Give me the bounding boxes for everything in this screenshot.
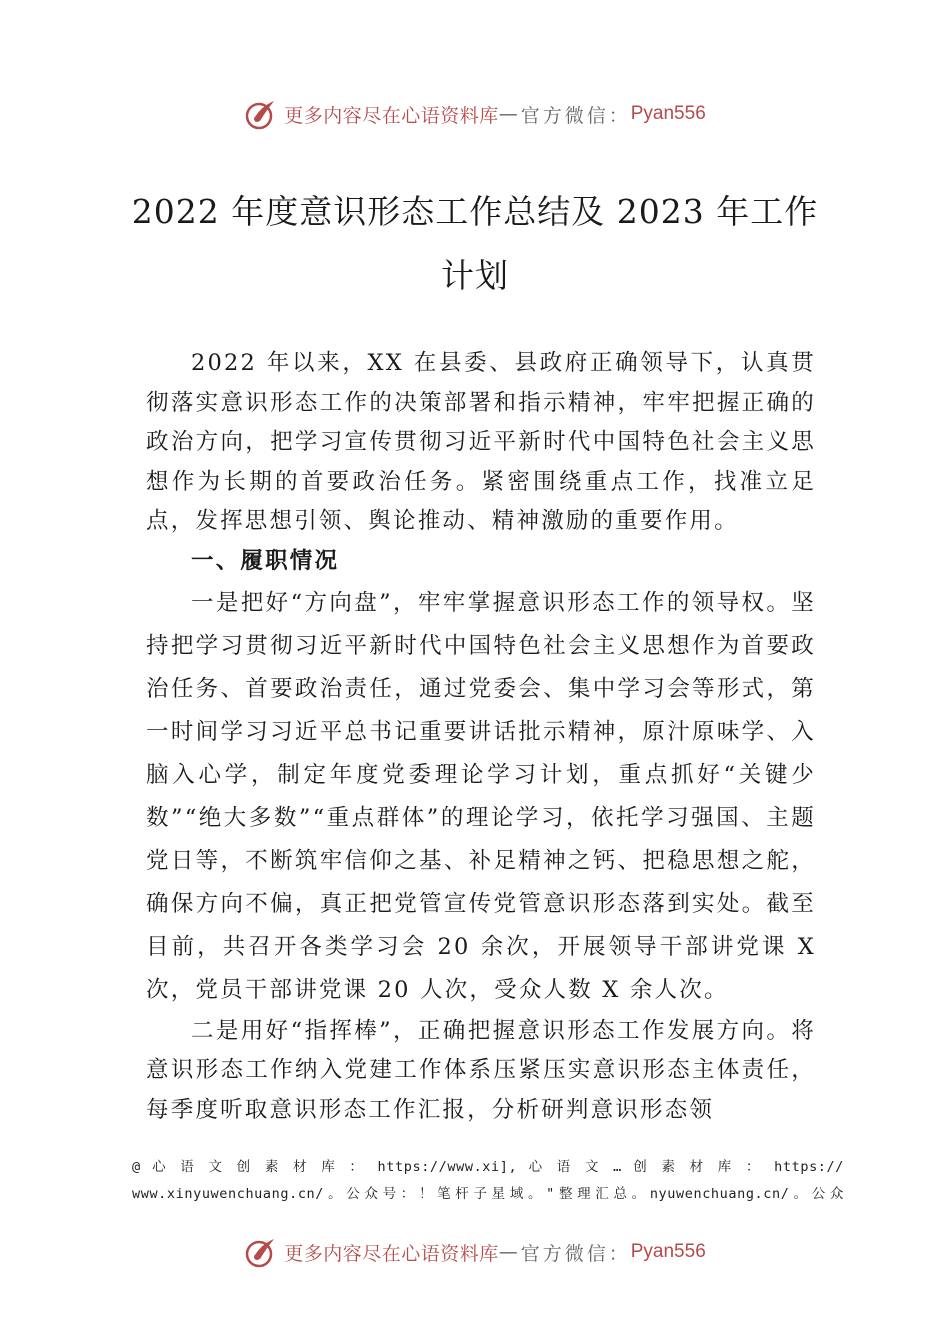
- header-banner: [0, 94, 950, 134]
- paragraph-baton: 二是用好“指挥棒”，正确把握意识形态工作发展方向。将意识形态工作纳入党建工作体系压紧压实意识形态主体责任，每季度听取意识形态工作汇报，分析研判意识形态领: [146, 1017, 816, 1123]
- banner-wechat-label: 官方微信：: [520, 1242, 631, 1265]
- banner-dash: —: [498, 1241, 521, 1263]
- banner-wechat-handle: Pyan556: [630, 1241, 706, 1262]
- banner-wechat-handle: Pyan556: [630, 103, 706, 124]
- title-line-1: 2022 年度意识形态工作总结及 2023 年工作: [131, 192, 819, 231]
- quill-seal-icon: [244, 97, 278, 131]
- footer-banner: [0, 1232, 950, 1272]
- banner-wechat-label: 官方微信：: [520, 104, 631, 127]
- document-body: [146, 344, 816, 1130]
- document-title: [110, 180, 840, 308]
- footer-line-2: www.xinyuwenchuang.cn/。公众号：！笔杆子星域。"整理汇总。nyuwenchuang.cn/。公众: [132, 1186, 844, 1202]
- watermark-footer: [132, 1154, 844, 1208]
- paragraph-direction: 一是把好“方向盘”，牢牢掌握意识形态工作的领导权。坚持把学习贯彻习近平新时代中国特色社会主义思想作为首要政治任务、首要政治责任，通过党委会、集中学习会等形式，第一时间学习习近平总书记重要讲话批示精神，原汁原味学、入脑入心学，制定年度党委理论学习计划，重点抓好“关键少数”“绝大多数”“重点群体”的理论学习，依托学习强国、主题党日等，不断筑牢信仰之基、补足精神之钙、把稳思想之舵，确保方向不偏，真正把党管宣传党管意识形态落到实处。截至目前，共召开各类学习会 20 余次，开展领导干部讲党课 X 次，党员干部讲党课 20 人次，受众人数 X 余人次。: [146, 589, 816, 1003]
- banner-dash: —: [498, 103, 521, 125]
- intro-paragraph: 2022 年以来，XX 在县委、县政府正确领导下，认真贯彻落实意识形态工作的决策部署和指示精神，牢牢把握正确的政治方向，把学习宣传贯彻习近平新时代中国特色社会主义思想作为长期的首要政治任务。紧密围绕重点工作，找准立足点，发挥思想引领、舆论推动、精神激励的重要作用。: [146, 350, 816, 535]
- section-heading: 一、履职情况: [191, 547, 340, 574]
- banner-brand-text: 更多内容尽在心语资料库: [284, 1242, 499, 1265]
- footer-line-1: @ 心 语 文 创 素 材 库 ： https://www.xi], 心 语 文 … 创 素 材 库 ： https://: [132, 1159, 844, 1175]
- quill-seal-icon: [244, 1235, 278, 1269]
- banner-brand-text: 更多内容尽在心语资料库: [284, 104, 499, 127]
- title-line-2: 计划: [441, 256, 509, 295]
